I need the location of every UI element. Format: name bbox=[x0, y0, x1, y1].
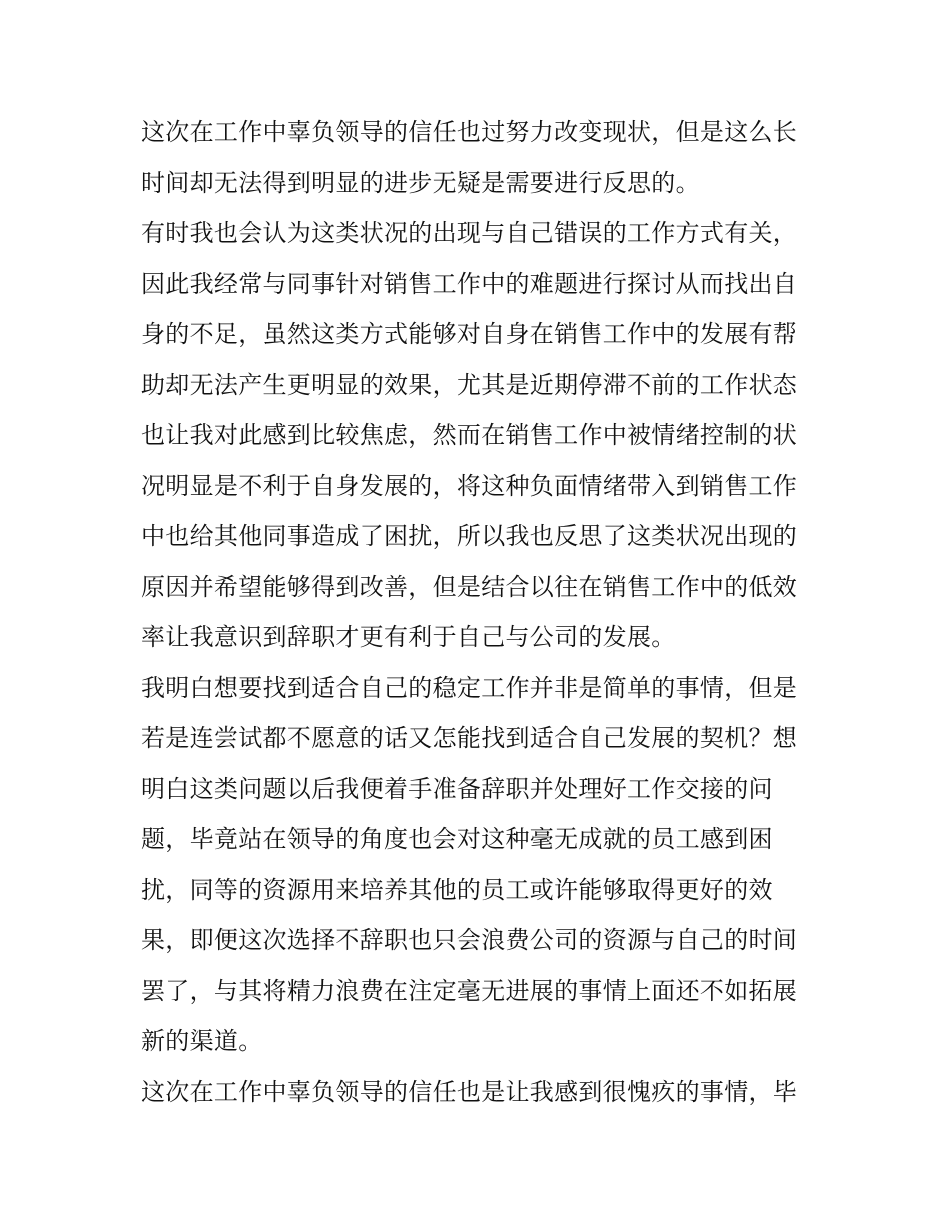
text-line: 罢了，与其将精力浪费在注定毫无进展的事情上面还不如拓展 bbox=[141, 976, 798, 1005]
text-line: 有时我也会认为这类状况的出现与自己错误的工作方式有关， bbox=[141, 219, 798, 247]
body-text bbox=[141, 107, 811, 1117]
text-line: 中也给其他同事造成了困扰，所以我也反思了这类状况出现的 bbox=[141, 522, 798, 550]
text-line: 这次在工作中辜负领导的信任也是让我感到很愧疚的事情，毕 bbox=[141, 1077, 798, 1106]
text-line: 这次在工作中辜负领导的信任也过努力改变现状，但是这么长 bbox=[141, 118, 798, 146]
text-line: 身的不足，虽然这类方式能够对自身在销售工作中的发展有帮 bbox=[141, 320, 798, 348]
text-line: 况明显是不利于自身发展的，将这种负面情绪带入到销售工作 bbox=[141, 471, 798, 500]
text-line: 因此我经常与同事针对销售工作中的难题进行探讨从而找出自 bbox=[141, 269, 798, 298]
text-line: 明白这类问题以后我便着手准备辞职并处理好工作交接的问 bbox=[141, 774, 773, 803]
text-line: 也让我对此感到比较焦虑，然而在销售工作中被情绪控制的状 bbox=[141, 421, 798, 449]
text-line: 助却无法产生更明显的效果，尤其是近期停滞不前的工作状态 bbox=[141, 370, 798, 399]
text-line: 题，毕竟站在领导的角度也会对这种毫无成就的员工感到困 bbox=[141, 825, 773, 853]
text-line: 原因并希望能够得到改善，但是结合以往在销售工作中的低效 bbox=[141, 572, 798, 601]
text-line: 若是连尝试都不愿意的话又怎能找到适合自己发展的契机？想 bbox=[141, 724, 798, 752]
text-line: 扰，同等的资源用来培养其他的员工或许能够取得更好的效 bbox=[141, 875, 773, 904]
text-line: 时间却无法得到明显的进步无疑是需要进行反思的。 bbox=[141, 168, 700, 197]
text-line: 果，即便这次选择不辞职也只会浪费公司的资源与自己的时间 bbox=[141, 926, 798, 954]
text-line: 我明白想要找到适合自己的稳定工作并非是简单的事情，但是 bbox=[141, 673, 798, 702]
text-line: 率让我意识到辞职才更有利于自己与公司的发展。 bbox=[141, 623, 676, 651]
text-line: 新的渠道。 bbox=[141, 1027, 263, 1055]
